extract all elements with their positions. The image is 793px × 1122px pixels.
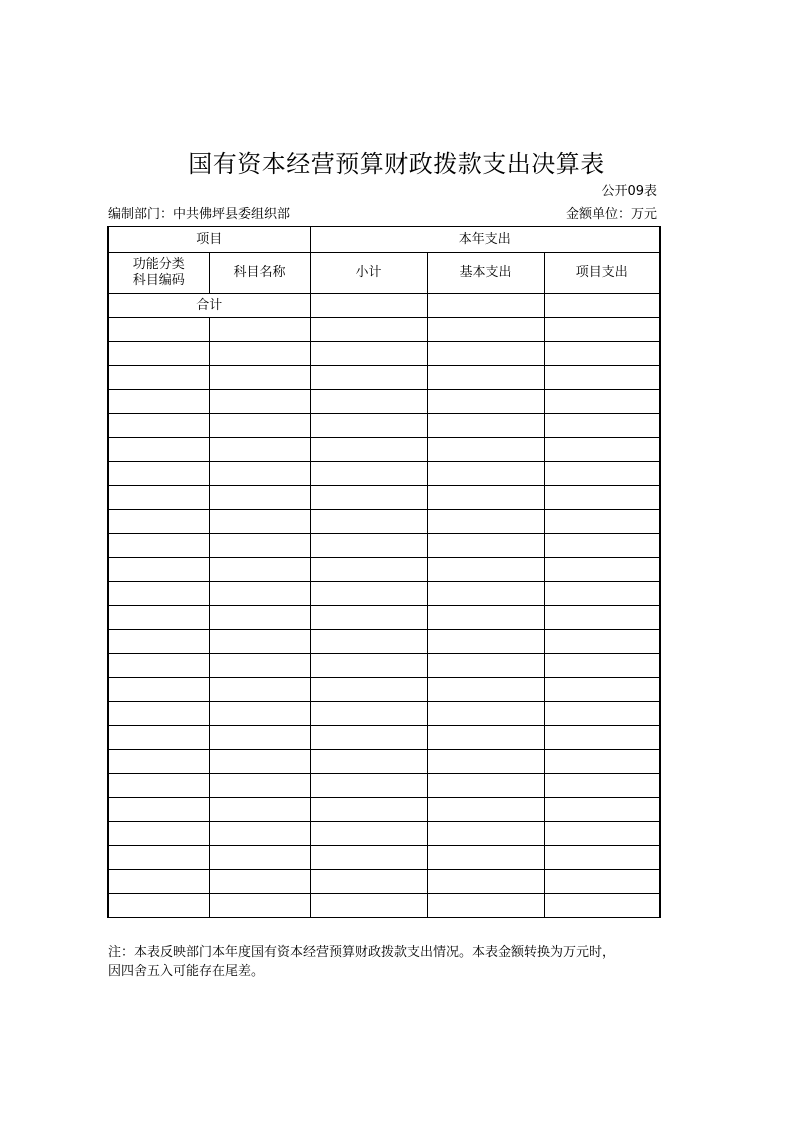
- subject-name-cell: [209, 342, 310, 366]
- project-cell: [544, 486, 660, 510]
- project-cell: [544, 510, 660, 534]
- project-cell: [544, 798, 660, 822]
- total-label: 合计: [108, 294, 310, 318]
- function-code-cell: [108, 894, 209, 918]
- subject-name-cell: [209, 822, 310, 846]
- basic-cell: [427, 558, 544, 582]
- table-row: [108, 462, 660, 486]
- project-cell: [544, 558, 660, 582]
- subject-name-cell: [209, 606, 310, 630]
- table-row: [108, 438, 660, 462]
- footnote: [108, 943, 668, 981]
- subject-name-cell: [209, 750, 310, 774]
- subject-name-cell: [209, 486, 310, 510]
- subject-name-cell: [209, 414, 310, 438]
- project-cell: [544, 462, 660, 486]
- basic-cell: [427, 438, 544, 462]
- subtotal-cell: [310, 486, 427, 510]
- basic-cell: [427, 390, 544, 414]
- table-row: [108, 702, 660, 726]
- project-cell: [544, 702, 660, 726]
- subtotal-cell: [310, 750, 427, 774]
- project-cell: [544, 342, 660, 366]
- subject-name-cell: [209, 510, 310, 534]
- basic-cell: [427, 534, 544, 558]
- function-code-cell: [108, 774, 209, 798]
- table-row: [108, 486, 660, 510]
- function-code-cell: [108, 870, 209, 894]
- function-code-cell: [108, 558, 209, 582]
- function-code-cell: [108, 438, 209, 462]
- table-row: [108, 822, 660, 846]
- basic-cell: [427, 318, 544, 342]
- subject-name-cell: [209, 462, 310, 486]
- basic-cell: [427, 798, 544, 822]
- total-project-cell: [544, 294, 660, 318]
- subject-name-cell: [209, 726, 310, 750]
- basic-cell: [427, 702, 544, 726]
- function-code-cell: [108, 462, 209, 486]
- header-subject-name: 科目名称: [209, 253, 310, 294]
- table-row: [108, 414, 660, 438]
- subject-name-cell: [209, 678, 310, 702]
- basic-cell: [427, 366, 544, 390]
- table-row: [108, 366, 660, 390]
- project-cell: [544, 438, 660, 462]
- amount-unit-label: 金额单位：万元: [565, 207, 657, 222]
- table-row: [108, 558, 660, 582]
- function-code-cell: [108, 510, 209, 534]
- table-row: [108, 534, 660, 558]
- basic-cell: [427, 414, 544, 438]
- table-row: [108, 750, 660, 774]
- project-cell: [544, 534, 660, 558]
- subject-name-cell: [209, 870, 310, 894]
- subtotal-cell: [310, 774, 427, 798]
- basic-cell: [427, 894, 544, 918]
- function-code-cell: [108, 678, 209, 702]
- total-subtotal-cell: [310, 294, 427, 318]
- subtotal-cell: [310, 606, 427, 630]
- basic-cell: [427, 510, 544, 534]
- subject-name-cell: [209, 558, 310, 582]
- header-subtotal: 小计: [310, 253, 427, 294]
- subtotal-cell: [310, 318, 427, 342]
- table-row: [108, 774, 660, 798]
- header-row-1: [108, 227, 660, 253]
- header-function-code-line2: 科目编码: [132, 273, 185, 288]
- function-code-cell: [108, 534, 209, 558]
- table-row: [108, 870, 660, 894]
- project-cell: [544, 726, 660, 750]
- subject-name-cell: [209, 894, 310, 918]
- table-row: [108, 654, 660, 678]
- header-function-code-line1: 功能分类: [132, 257, 185, 272]
- subtotal-cell: [310, 654, 427, 678]
- footnote-line-2: 因四舍五入可能存在尾差。: [108, 964, 265, 979]
- subtotal-cell: [310, 846, 427, 870]
- function-code-cell: [108, 630, 209, 654]
- subject-name-cell: [209, 534, 310, 558]
- total-basic-cell: [427, 294, 544, 318]
- table-row: [108, 510, 660, 534]
- project-cell: [544, 846, 660, 870]
- function-code-cell: [108, 654, 209, 678]
- subject-name-cell: [209, 654, 310, 678]
- table-row: [108, 678, 660, 702]
- total-row: [108, 294, 660, 318]
- project-cell: [544, 390, 660, 414]
- project-cell: [544, 366, 660, 390]
- function-code-cell: [108, 606, 209, 630]
- subject-name-cell: [209, 582, 310, 606]
- basic-cell: [427, 654, 544, 678]
- project-cell: [544, 414, 660, 438]
- budget-table: [107, 226, 661, 918]
- table-row: [108, 726, 660, 750]
- function-code-cell: [108, 846, 209, 870]
- basic-cell: [427, 846, 544, 870]
- subtotal-cell: [310, 894, 427, 918]
- basic-cell: [427, 630, 544, 654]
- basic-cell: [427, 486, 544, 510]
- table-row: [108, 342, 660, 366]
- basic-cell: [427, 726, 544, 750]
- function-code-cell: [108, 390, 209, 414]
- function-code-cell: [108, 798, 209, 822]
- project-cell: [544, 822, 660, 846]
- subject-name-cell: [209, 774, 310, 798]
- header-function-code: [108, 253, 209, 294]
- subtotal-cell: [310, 798, 427, 822]
- footnote-line-1: 注：本表反映部门本年度国有资本经营预算财政拨款支出情况。本表金额转换为万元时，: [108, 945, 616, 960]
- header-basic-expenditure: 基本支出: [427, 253, 544, 294]
- table-row: [108, 390, 660, 414]
- subtotal-cell: [310, 414, 427, 438]
- subject-name-cell: [209, 846, 310, 870]
- subtotal-cell: [310, 702, 427, 726]
- table-row: [108, 846, 660, 870]
- basic-cell: [427, 678, 544, 702]
- function-code-cell: [108, 414, 209, 438]
- function-code-cell: [108, 702, 209, 726]
- header-project-expenditure: 项目支出: [544, 253, 660, 294]
- project-cell: [544, 894, 660, 918]
- basic-cell: [427, 606, 544, 630]
- project-cell: [544, 606, 660, 630]
- function-code-cell: [108, 486, 209, 510]
- basic-cell: [427, 870, 544, 894]
- header-row-2: [108, 253, 660, 294]
- subtotal-cell: [310, 342, 427, 366]
- basic-cell: [427, 774, 544, 798]
- basic-cell: [427, 342, 544, 366]
- department-label: 编制部门：中共佛坪县委组织部: [108, 207, 291, 222]
- function-code-cell: [108, 366, 209, 390]
- project-cell: [544, 582, 660, 606]
- project-cell: [544, 870, 660, 894]
- subtotal-cell: [310, 390, 427, 414]
- basic-cell: [427, 582, 544, 606]
- function-code-cell: [108, 822, 209, 846]
- subtotal-cell: [310, 870, 427, 894]
- subject-name-cell: [209, 318, 310, 342]
- function-code-cell: [108, 318, 209, 342]
- subtotal-cell: [310, 366, 427, 390]
- function-code-cell: [108, 582, 209, 606]
- subtotal-cell: [310, 630, 427, 654]
- subject-name-cell: [209, 438, 310, 462]
- project-cell: [544, 654, 660, 678]
- basic-cell: [427, 822, 544, 846]
- table-row: [108, 582, 660, 606]
- subtotal-cell: [310, 678, 427, 702]
- subject-name-cell: [209, 366, 310, 390]
- form-code: 公开09表: [601, 184, 657, 199]
- project-cell: [544, 774, 660, 798]
- project-cell: [544, 318, 660, 342]
- subtotal-cell: [310, 582, 427, 606]
- header-current-year: 本年支出: [310, 227, 660, 253]
- basic-cell: [427, 750, 544, 774]
- function-code-cell: [108, 342, 209, 366]
- project-cell: [544, 678, 660, 702]
- function-code-cell: [108, 726, 209, 750]
- basic-cell: [427, 462, 544, 486]
- page-title: 国有资本经营预算财政拨款支出决算表: [188, 150, 605, 178]
- subtotal-cell: [310, 822, 427, 846]
- table-row: [108, 894, 660, 918]
- subtotal-cell: [310, 534, 427, 558]
- subtotal-cell: [310, 558, 427, 582]
- table-row: [108, 630, 660, 654]
- subject-name-cell: [209, 390, 310, 414]
- table-row: [108, 606, 660, 630]
- subject-name-cell: [209, 702, 310, 726]
- table-row: [108, 318, 660, 342]
- header-item: 项目: [108, 227, 310, 253]
- subtotal-cell: [310, 726, 427, 750]
- subject-name-cell: [209, 798, 310, 822]
- subtotal-cell: [310, 510, 427, 534]
- subtotal-cell: [310, 462, 427, 486]
- subject-name-cell: [209, 630, 310, 654]
- table-row: [108, 798, 660, 822]
- subtotal-cell: [310, 438, 427, 462]
- project-cell: [544, 750, 660, 774]
- function-code-cell: [108, 750, 209, 774]
- project-cell: [544, 630, 660, 654]
